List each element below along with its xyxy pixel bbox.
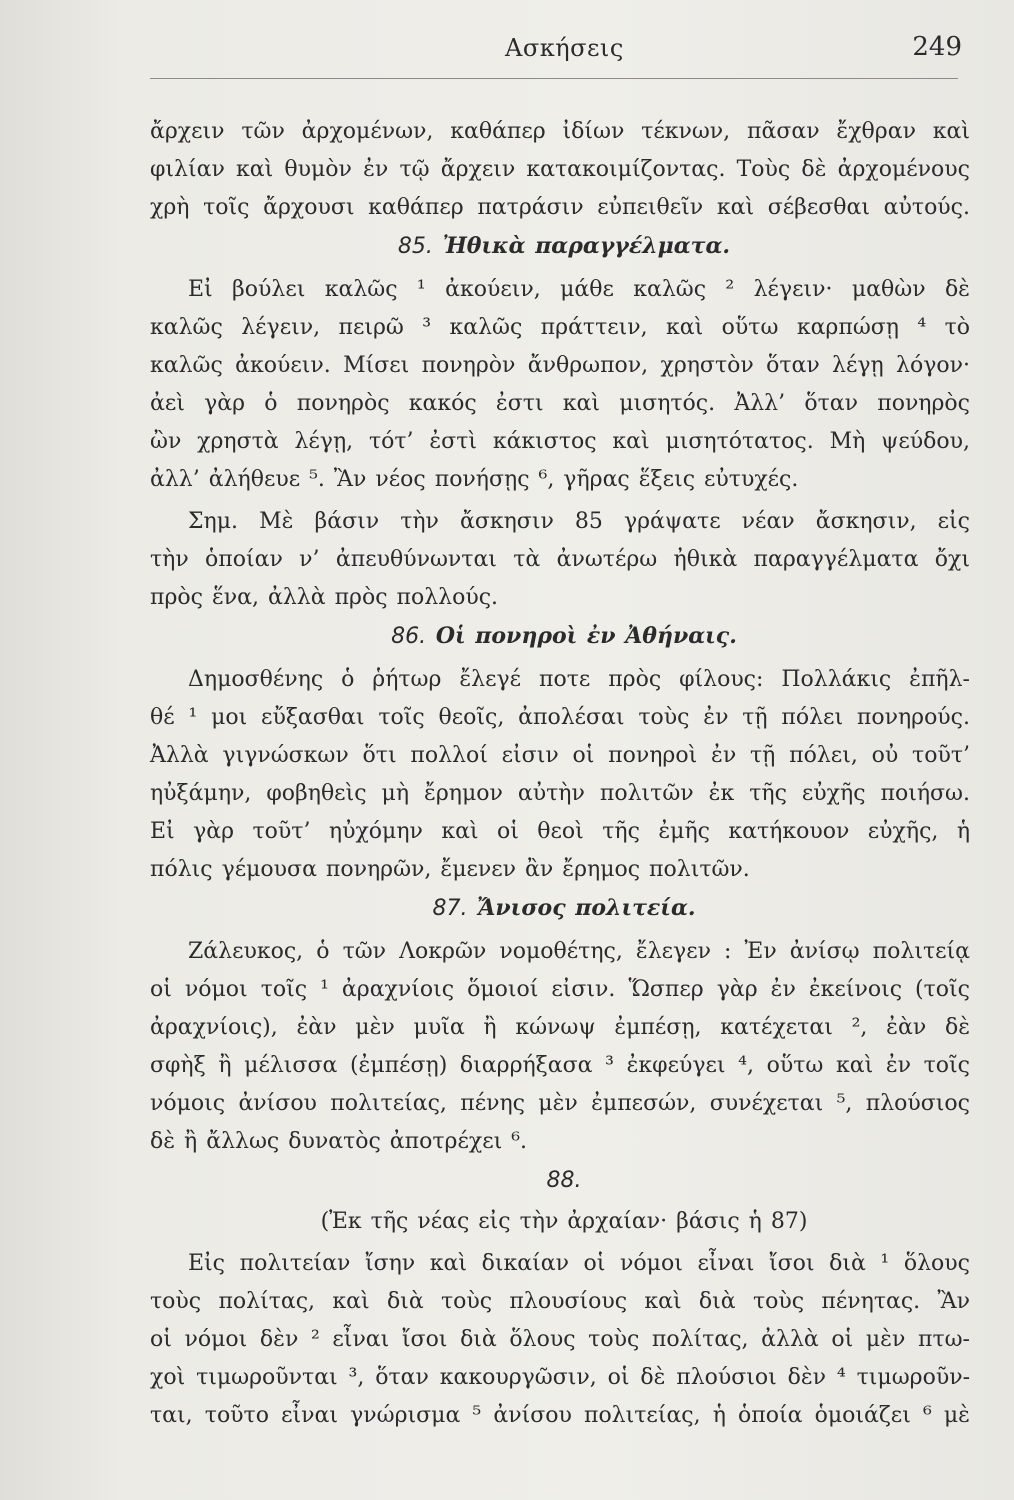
text-line: ἀλλ’ ἀλήθευε ⁵. Ἂν νέος πονήσῃς ⁶, γῆρας ἕξεις εὐτυχές.: [150, 467, 799, 492]
exercise-subtitle: (Ἐκ τῆς νέας εἰς τὴν ἀρχαίαν· βάσις ἡ 87): [320, 1209, 808, 1234]
section-heading-85: [150, 228, 978, 264]
page-header: [150, 30, 962, 70]
text-line: ἀεὶ γὰρ ὁ πονηρὸς κακός ἐστι καὶ μισητός. Ἀλλ’ ὅταν πονηρὸς: [150, 391, 970, 416]
page-number: 249: [912, 32, 962, 62]
text-line: πρὸς ἕνα, ἀλλὰ πρὸς πολλούς.: [150, 585, 499, 610]
text-line: ὢν χρηστὰ λέγῃ, τότ’ ἐστὶ κάκιστος καὶ μισητότατος. Μὴ ψεύδου,: [150, 429, 970, 454]
header-rule: [150, 78, 958, 79]
section-heading-88: [150, 1162, 978, 1198]
text-line: τὴν ὁποίαν ν’ ἀπευθύνωνται τὰ ἀνωτέρω ἠθικὰ παραγγέλματα ὄχι: [150, 547, 970, 572]
text-line: τοὺς πολίτας, καὶ διὰ τοὺς πλουσίους καὶ διὰ τοὺς πένητας. Ἂν: [150, 1289, 970, 1314]
text-line: Ἀλλὰ γιγνώσκων ὅτι πολλοί εἰσιν οἱ πονηροὶ ἐν τῇ πόλει, οὐ τοῦτ’: [150, 743, 970, 768]
text-line: σφὴξ ἢ μέλισσα (ἐμπέσῃ) διαρρήξασα ³ ἐκφεύγει ⁴, οὕτω καὶ ἐν τοῖς: [150, 1053, 970, 1078]
section-number: 86.: [391, 624, 427, 649]
note-line: Σημ. Μὲ βάσιν τὴν ἄσκησιν 85 γράψατε νέαν ἄσκησιν, εἰς: [188, 509, 970, 534]
text-line: Εἰ βούλει καλῶς ¹ ἀκούειν, μάθε καλῶς ² λέγειν· μαθὼν δὲ: [188, 277, 970, 302]
section-title: Ἄνισος πολιτεία.: [477, 895, 696, 921]
text-line: χοὶ τιμωροῦνται ³, ὅταν κακουργῶσιν, οἱ δὲ πλούσιοι δὲν ⁴ τιμωροῦν-: [150, 1365, 970, 1390]
text-line: χρὴ τοῖς ἄρχουσι καθάπερ πατράσιν εὐπειθεῖν καὶ σέβεσθαι αὐτούς.: [150, 195, 970, 220]
text-line: ται, τοῦτο εἶναι γνώρισμα ⁵ ἀνίσου πολιτείας, ἡ ὁποία ὁμοιάζει ⁶ μὲ: [150, 1403, 970, 1428]
running-title: Ασκήσεις: [505, 34, 624, 62]
text-line: ἀραχνίοις), ἐὰν μὲν μυῖα ἢ κώνωψ ἐμπέσῃ, κατέχεται ², ἐὰν δὲ: [150, 1015, 970, 1040]
text-line: πόλις γέμουσα πονηρῶν, ἔμενεν ἂν ἔρημος πολιτῶν.: [150, 857, 750, 882]
text-line: καλῶς ἀκούειν. Μίσει πονηρὸν ἄνθρωπον, χρηστὸν ὅταν λέγῃ λόγον·: [150, 353, 970, 378]
text-line: ἄρχειν τῶν ἀρχομένων, καθάπερ ἰδίων τέκνων, πᾶσαν ἔχθραν καὶ: [150, 119, 970, 144]
section-number: 88.: [546, 1168, 582, 1193]
text-line: νόμοις ἀνίσου πολιτείας, πένης μὲν ἐμπεσών, συνέχεται ⁵, πλούσιος: [150, 1091, 970, 1116]
text-line: δὲ ἢ ἄλλως δυνατὸς ἀποτρέχει ⁶.: [150, 1129, 528, 1154]
section-title: Ἠθικὰ παραγγέλματα.: [442, 233, 731, 259]
section-number: 85.: [397, 234, 433, 259]
section-heading-87: [150, 890, 978, 926]
text-line: ηὐξάμην, φοβηθεὶς μὴ ἔρημον αὐτὴν πολιτῶν ἐκ τῆς εὐχῆς ποιήσω.: [150, 781, 970, 806]
text-line: Εἰς πολιτείαν ἴσην καὶ δικαίαν οἱ νόμοι εἶναι ἴσοι διὰ ¹ ὅλους: [188, 1251, 970, 1276]
section-number: 87.: [432, 896, 468, 921]
text-line: οἱ νόμοι τοῖς ¹ ἀραχνίοις ὅμοιοί εἰσιν. Ὥσπερ γὰρ ἐν ἐκείνοις (τοῖς: [150, 977, 970, 1002]
text-line: Δημοσθένης ὁ ῥήτωρ ἔλεγέ ποτε πρὸς φίλους: Πολλάκις ἐπῆλ-: [188, 667, 970, 692]
text-line: Εἰ γὰρ τοῦτ’ ηὐχόμην καὶ οἱ θεοὶ τῆς ἐμῆς κατήκουον εὐχῆς, ἡ: [150, 819, 970, 844]
text-line: θέ ¹ μοι εὔξασθαι τοῖς θεοῖς, ἀπολέσαι τοὺς ἐν τῇ πόλει πονηρούς.: [150, 705, 970, 730]
text-line: Ζάλευκος, ὁ τῶν Λοκρῶν νομοθέτης, ἔλεγεν : Ἐν ἀνίσῳ πολιτείᾳ: [188, 939, 970, 964]
text-line: φιλίαν καὶ θυμὸν ἐν τῷ ἄρχειν κατακοιμίζοντας. Τοὺς δὲ ἀρχομένους: [150, 157, 970, 182]
text-line: καλῶς λέγειν, πειρῶ ³ καλῶς πράττειν, καὶ οὕτω καρπώσῃ ⁴ τὸ: [150, 315, 970, 340]
section-title: Οἱ πονηροὶ ἐν Ἀθήναις.: [435, 623, 737, 649]
text-line: οἱ νόμοι δὲν ² εἶναι ἴσοι διὰ ὅλους τοὺς πολίτας, ἀλλὰ οἱ μὲν πτω-: [150, 1327, 970, 1352]
section-heading-86: [150, 618, 978, 654]
